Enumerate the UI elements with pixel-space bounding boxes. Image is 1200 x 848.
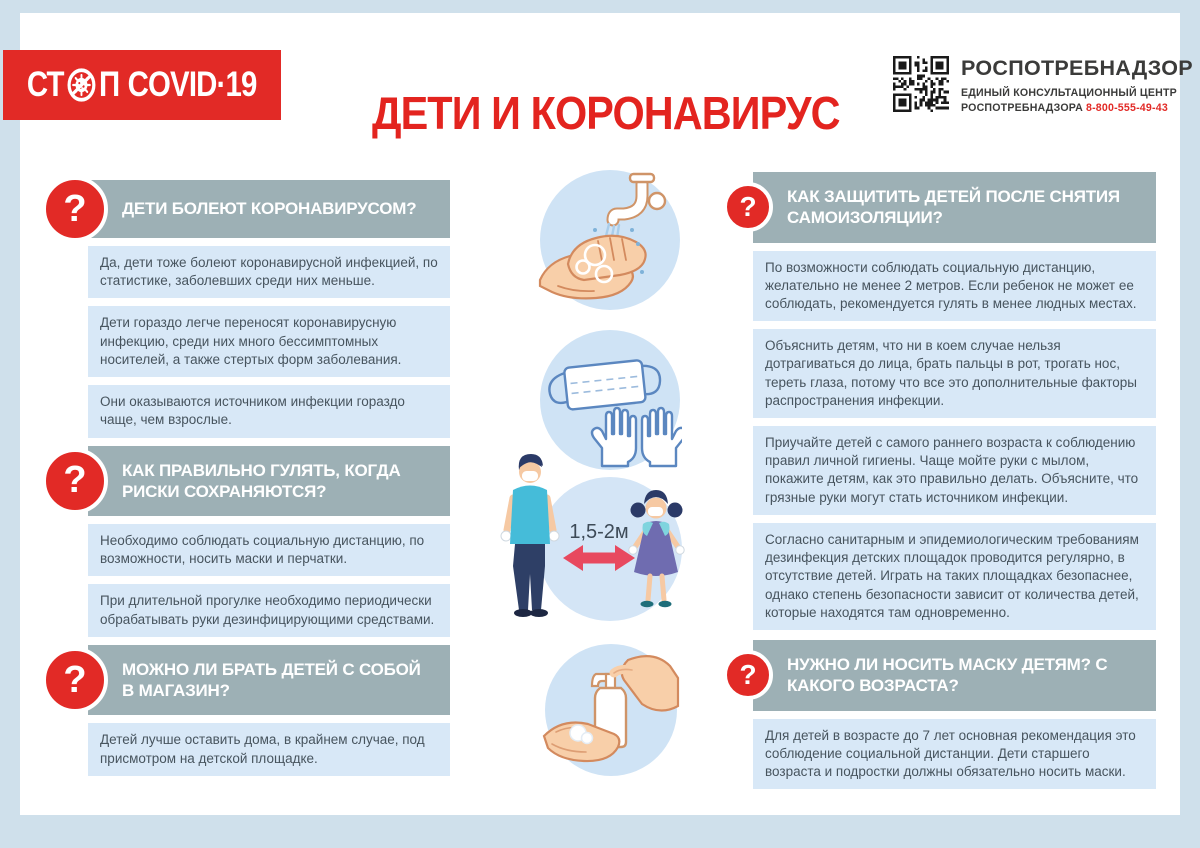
question-mark-icon: ?: [723, 650, 773, 700]
answer-box: Для детей в возрасте до 7 лет основная рекомендация это соблюдение социальной дистанции. Дети старшего возраста и подростки должны обязательно носить маски.: [753, 719, 1156, 790]
question-mark-icon: ?: [42, 647, 108, 713]
left-column: [63, 180, 450, 776]
qa-section: [739, 172, 1156, 630]
answer-box: По возможности соблюдать социальную дистанцию, желательно не менее 2 метров. Если ребенок не может ее соблюдать, рекомендуется гулять в менее людных местах.: [753, 251, 1156, 322]
question-mark-icon: ?: [42, 176, 108, 242]
answer-box: Объяснить детям, что ни в коем случае нельзя дотрагиваться до лица, брать пальцы в рот, трогать нос, тереть глаза, потому что все это дополнительные факторы распространения инфекции.: [753, 329, 1156, 418]
no-virus-icon: [66, 66, 98, 104]
qr-code: [893, 56, 949, 112]
answer-box: При длительной прогулке необходимо периодически обрабатывать руки дезинфицирующими средствами.: [88, 584, 450, 636]
qa-section: [63, 645, 450, 776]
answer-box: Детей лучше оставить дома, в крайнем случае, под присмотром на детской площадке.: [88, 723, 450, 775]
qa-section: [63, 180, 450, 438]
answer-box: Приучайте детей с самого раннего возраста к соблюдению правил личной гигиены. Чаще мойте руки с мылом, покажите детям, как это правильно делать. Объясните, что грязные руки могут стать источником инфекции.: [753, 426, 1156, 515]
question-mark-icon: ?: [723, 182, 773, 232]
answer-box: Согласно санитарным и эпидемиологическим требованиям дезинфекция детских площадок проводится регулярно, в отсутствие детей. Играть на таких площадках безопаснее, однако степень безопасности зависит от количества детей, которые находятся там одновременно.: [753, 523, 1156, 630]
logo-text-p: П: [99, 65, 120, 104]
question-mark-icon: ?: [42, 448, 108, 514]
question-header: [63, 645, 450, 716]
logo-text-covid: COVID·19: [127, 65, 257, 104]
agency-center-line1: ЕДИНЫЙ КОНСУЛЬТАЦИОННЫЙ ЦЕНТР: [961, 87, 1177, 99]
qa-section: [63, 446, 450, 637]
hand-sanitizer-icon: [536, 640, 686, 790]
question-header: [63, 180, 450, 238]
question-header: [739, 640, 1156, 711]
logo-text-st: СТ: [27, 65, 64, 104]
agency-name: РОСПОТРЕБНАДЗОР: [961, 56, 1193, 80]
page-title: ДЕТИ И КОРОНАВИРУС: [372, 86, 840, 139]
distance-label: 1,5-2м: [569, 521, 629, 543]
answer-box: Да, дети тоже болеют коронавирусной инфекцией, по статистике, заболевших среди них меньше.: [88, 246, 450, 298]
question-title: КАК ПРАВИЛЬНО ГУЛЯТЬ, КОГДА РИСКИ СОХРАНЯЮТСЯ?: [122, 460, 401, 501]
right-column: [739, 172, 1156, 789]
hand-washing-icon: [538, 168, 682, 312]
answer-box: Дети гораздо легче переносят коронавирусную инфекцию, среди них много бессимптомных носителей, а также стертых форм заболевания.: [88, 306, 450, 377]
question-header: [739, 172, 1156, 243]
stop-covid-logo: [3, 50, 281, 120]
agency-center-line2: РОСПОТРЕБНАДЗОРА: [961, 102, 1083, 115]
qa-section: [739, 640, 1156, 789]
question-title: КАК ЗАЩИТИТЬ ДЕТЕЙ ПОСЛЕ СНЯТИЯ САМОИЗОЛЯЦИИ?: [787, 187, 1120, 228]
question-title: НУЖНО ЛИ НОСИТЬ МАСКУ ДЕТЯМ? С КАКОГО ВОЗРАСТА?: [787, 655, 1108, 696]
social-distance-icon: [495, 448, 725, 628]
answer-box: Они оказываются источником инфекции гораздо чаще, чем взрослые.: [88, 385, 450, 437]
question-title: ДЕТИ БОЛЕЮТ КОРОНАВИРУСОМ?: [122, 199, 417, 219]
question-title: МОЖНО ЛИ БРАТЬ ДЕТЕЙ С СОБОЙ В МАГАЗИН?: [122, 659, 421, 701]
adult-figure: [501, 454, 559, 617]
answer-box: Необходимо соблюдать социальную дистанцию, по возможности, носить маски и перчатки.: [88, 524, 450, 576]
question-header: [63, 446, 450, 517]
hotline-phone: 8-800-555-49-43: [1085, 102, 1168, 115]
agency-contact: [961, 86, 1193, 117]
agency-block: [893, 56, 1193, 117]
